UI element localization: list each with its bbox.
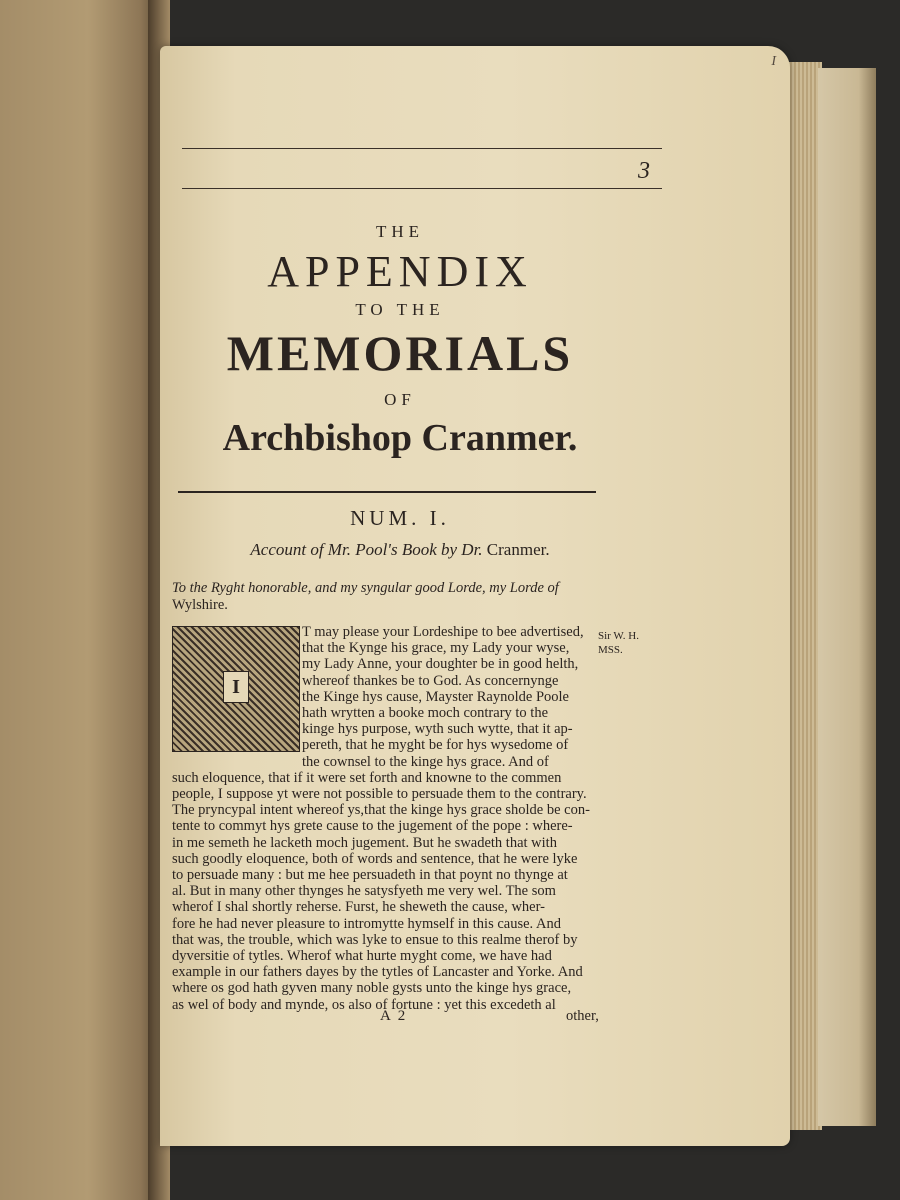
body-line: that was, the trouble, which was lyke to ensue to this realme therof by (172, 931, 578, 948)
header-rule (182, 188, 662, 189)
body-line: pereth, that he myght be for hys wysedome of (302, 737, 569, 754)
body-line: kinge hys purpose, wyth such wytte, that it ap- (302, 721, 573, 738)
margin-note-mss: MSS. (598, 644, 623, 656)
addressee (172, 580, 612, 614)
catchword: other, (566, 1008, 599, 1024)
body-line: such eloquence, that if it were set forth and knowne to the commen (172, 769, 562, 786)
title-appendix: APPENDIX (267, 247, 533, 296)
body-line: wherof I shal shortly reherse. Furst, he sheweth the cause, wher- (172, 899, 545, 916)
addressee-line-1: To the Ryght honorable, and my syngular good Lorde, my Lorde of (172, 580, 559, 596)
top-rule (182, 148, 662, 149)
title-to-the: TO THE (355, 300, 445, 319)
account-prefix: Account of Mr. Pool's Book by Dr. (250, 540, 483, 559)
body-line: as wel of body and mynde, os also of fortune : yet this excedeth al (172, 996, 556, 1013)
body-line: dyversitie of tytles. Wherof what hurte myght come, we have had (172, 948, 552, 964)
body-line: tente to commyt hys grete cause to the jugement of the pope : where- (172, 818, 573, 835)
body-line: where os god hath gyven many noble gysts unto the kinge hys grace, (172, 980, 572, 997)
account-title (170, 540, 630, 560)
body-line: example in our fathers dayes by the tytles of Lancaster and Yorke. And (172, 964, 583, 981)
body-line: in me semeth he lacketh moch jugement. But he swadeth that with (172, 834, 557, 851)
drop-cap-letter: I (223, 671, 249, 703)
body-line: such goodly eloquence, both of words and sentence, that he were lyke (172, 850, 578, 867)
cover-board (818, 68, 876, 1126)
body-line: to persuade many : but me hee persuadeth in that poynt no thynge at (172, 867, 568, 883)
section-heading: NUM. I. (350, 506, 450, 530)
body-line: my Lady Anne, your doughter be in good helth, (302, 656, 579, 673)
book-page (160, 46, 790, 1146)
corner-mark: I (771, 54, 776, 69)
left-page (0, 0, 160, 1200)
body-line: whereof thankes be to God. As concernynge (302, 672, 559, 689)
page-number: 3 (638, 158, 650, 184)
body-line: hath wrytten a booke moch contrary to the (302, 705, 549, 721)
body-line: T may please your Lordeshipe to bee advertised, (302, 624, 584, 640)
ornamental-initial (172, 626, 300, 752)
title-memorials: MEMORIALS (226, 325, 574, 381)
account-name: Cranmer. (486, 540, 550, 559)
title-of: OF (384, 390, 416, 409)
title-rule (178, 491, 596, 493)
addressee-line-2: Wylshire. (172, 597, 228, 613)
title-the: THE (375, 222, 425, 241)
body-line: the cownsel to the kinge hys grace. And of (302, 753, 549, 770)
body-line: the Kinge hys cause, Mayster Raynolde Poole (302, 688, 569, 705)
body-line: al. But in many other thynges he satysfyeth me very wel. The som (172, 883, 556, 900)
body-line: people, I suppose yt were not possible to persuade them to the contrary. (172, 786, 587, 802)
margin-note-source: Sir W. H. (598, 630, 639, 642)
body-line: fore he had never pleasure to intromytte hymself in this cause. And (172, 915, 561, 932)
body-line: that the Kynge his grace, my Lady your wyse, (302, 640, 570, 657)
body-line: The pryncypal intent whereof ys,that the kinge hys grace sholde be con- (172, 802, 590, 819)
title-archbishop-cranmer: Archbishop Cranmer. (222, 417, 578, 459)
signature-mark: A 2 (380, 1008, 408, 1024)
